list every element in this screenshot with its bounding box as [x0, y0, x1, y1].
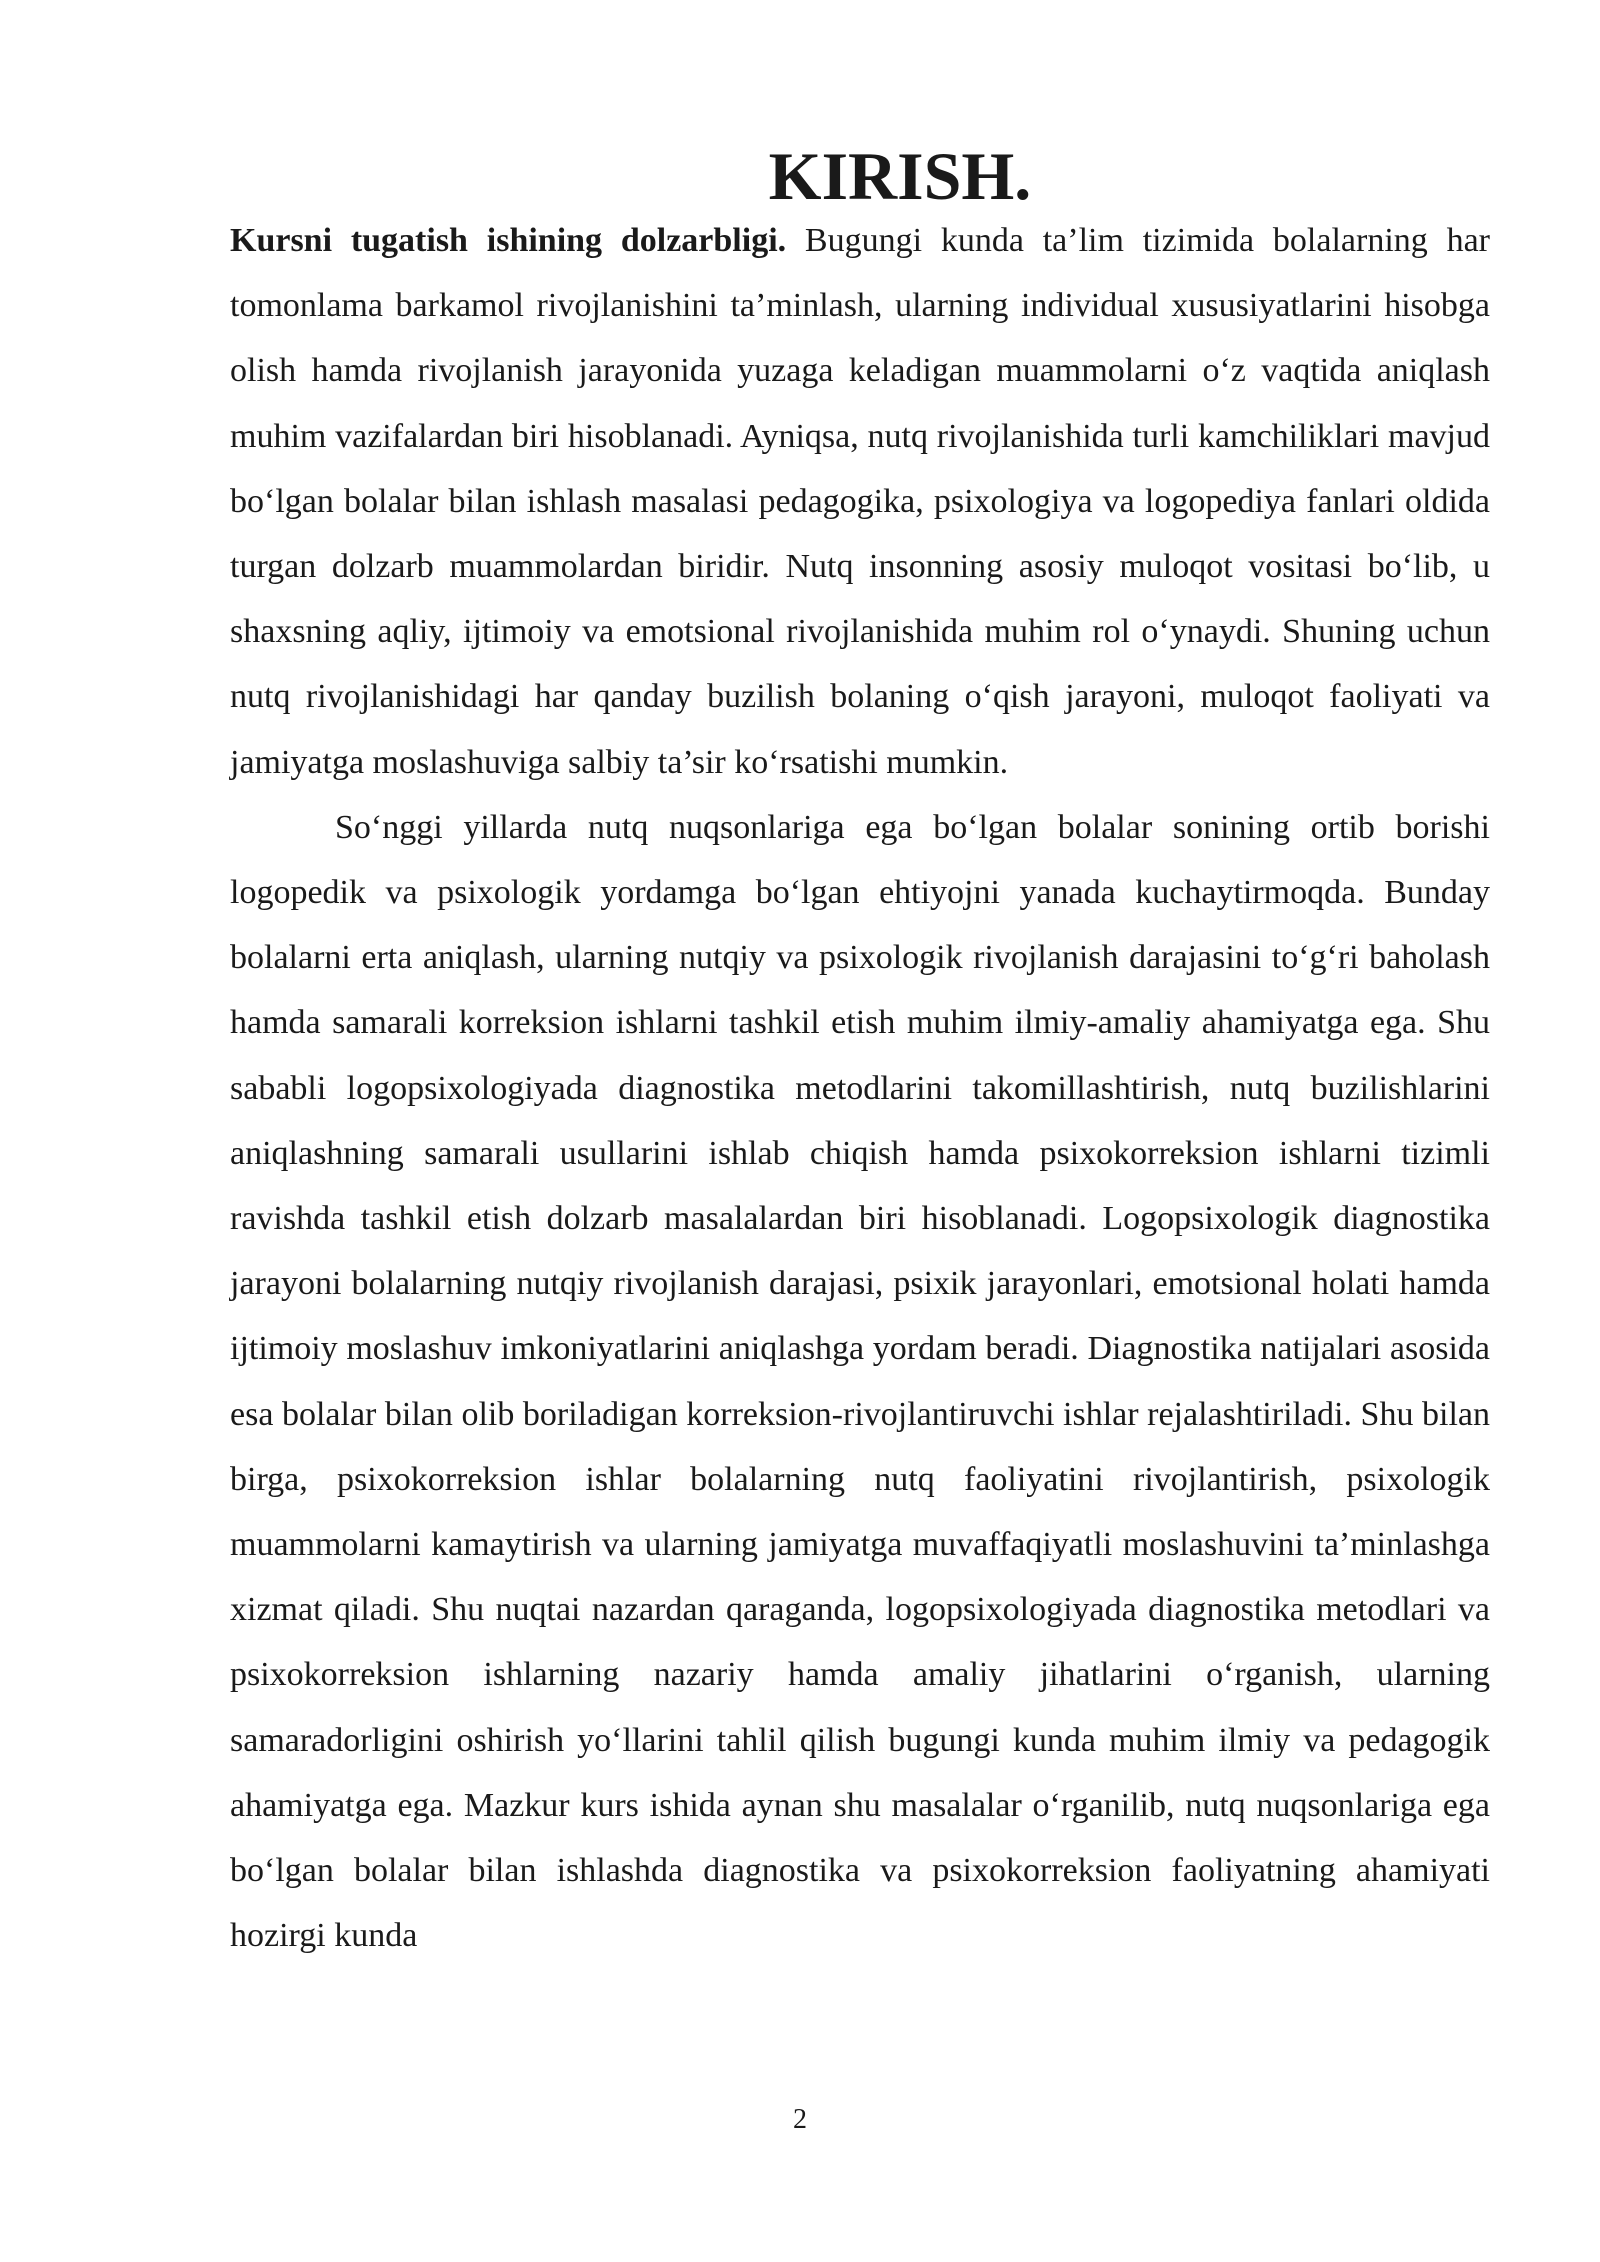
paragraph-text: Bugungi kunda ta’lim tizimida bolalarning har tomonlama barkamol rivojlanishini ta’minlash, ularning individual xususiyatlarini hisobga olish hamda rivojlanish jarayonida yuzaga keladigan muammolarni o‘z vaqtida aniqlash muhim vazifalardan biri hisoblanadi. Ayniqsa, nutq rivojlanishida turli kamchiliklari mavjud bo‘lgan bolalar bilan ishlash masalasi pedagogika, psixologiya va logopediya fanlari oldida turgan dolzarb muammolardan biridir. Nutq insonning asosiy muloqot vositasi bo‘lib, u shaxsning aqliy, ijtimoiy va emotsional rivojlanishida muhim rol o‘ynaydi. Shuning uchun nutq rivojlanishidagi har qanday buzilish bolaning o‘qish jarayoni, muloqot faoliyati va jamiyatga moslashuviga salbiy ta’sir ko‘rsatishi mumkin.	[230, 222, 1490, 781]
page-content	[230, 138, 1490, 1968]
paragraph-body	[230, 795, 1490, 1969]
paragraph-lead: Kursni tugatish ishining dolzarbligi.	[230, 222, 787, 259]
page-number: 2	[793, 2104, 807, 2135]
paragraph-text: So‘nggi yillarda nutq nuqsonlariga ega bo‘lgan bolalar sonining ortib borishi logopedik va psixologik yordamga bo‘lgan ehtiyojni yanada kuchaytirmoqda. Bunday bolalarni erta aniqlash, ularning nutqiy va psixologik rivojlanish darajasini to‘g‘ri baholash hamda samarali korreksion ishlarni tashkil etish muhim ilmiy-amaliy ahamiyatga ega. Shu sababli logopsixologiyada diagnostika metodlarini takomillashtirish, nutq buzilishlarini aniqlashning samarali usullarini ishlab chiqish hamda psixokorreksion ishlarni tizimli ravishda tashkil etish dolzarb masalalardan biri hisoblanadi. Logopsixologik diagnostika jarayoni bolalarning nutqiy rivojlanish darajasi, psixik jarayonlari, emotsional holati hamda ijtimoiy moslashuv imkoniyatlarini aniqlashga yordam beradi. Diagnostika natijalari asosida esa bolalar bilan olib boriladigan korreksion-rivojlantiruvchi ishlar rejalashtiriladi. Shu bilan birga, psixokorreksion ishlar bolalarning nutq faoliyatini rivojlantirish, psixologik muammolarni kamaytirish va ularning jamiyatga muvaffaqiyatli moslashuvini ta’minlashga xizmat qiladi. Shu nuqtai nazardan qaraganda, logopsixologiyada diagnostika metodlari va psixokorreksion ishlarning nazariy hamda amaliy jihatlarini o‘rganish, ularning samaradorligini oshirish yo‘llarini tahlil qilish bugungi kunda muhim ilmiy va pedagogik ahamiyatga ega. Mazkur kurs ishida aynan shu masalalar o‘rganilib, nutq nuqsonlariga ega bo‘lgan bolalar bilan ishlashda diagnostika va psixokorreksion faoliyatning ahamiyati hozirgi kunda	[230, 808, 1490, 1955]
section-heading: KIRISH.	[768, 138, 1032, 214]
paragraph-relevance	[230, 208, 1490, 795]
